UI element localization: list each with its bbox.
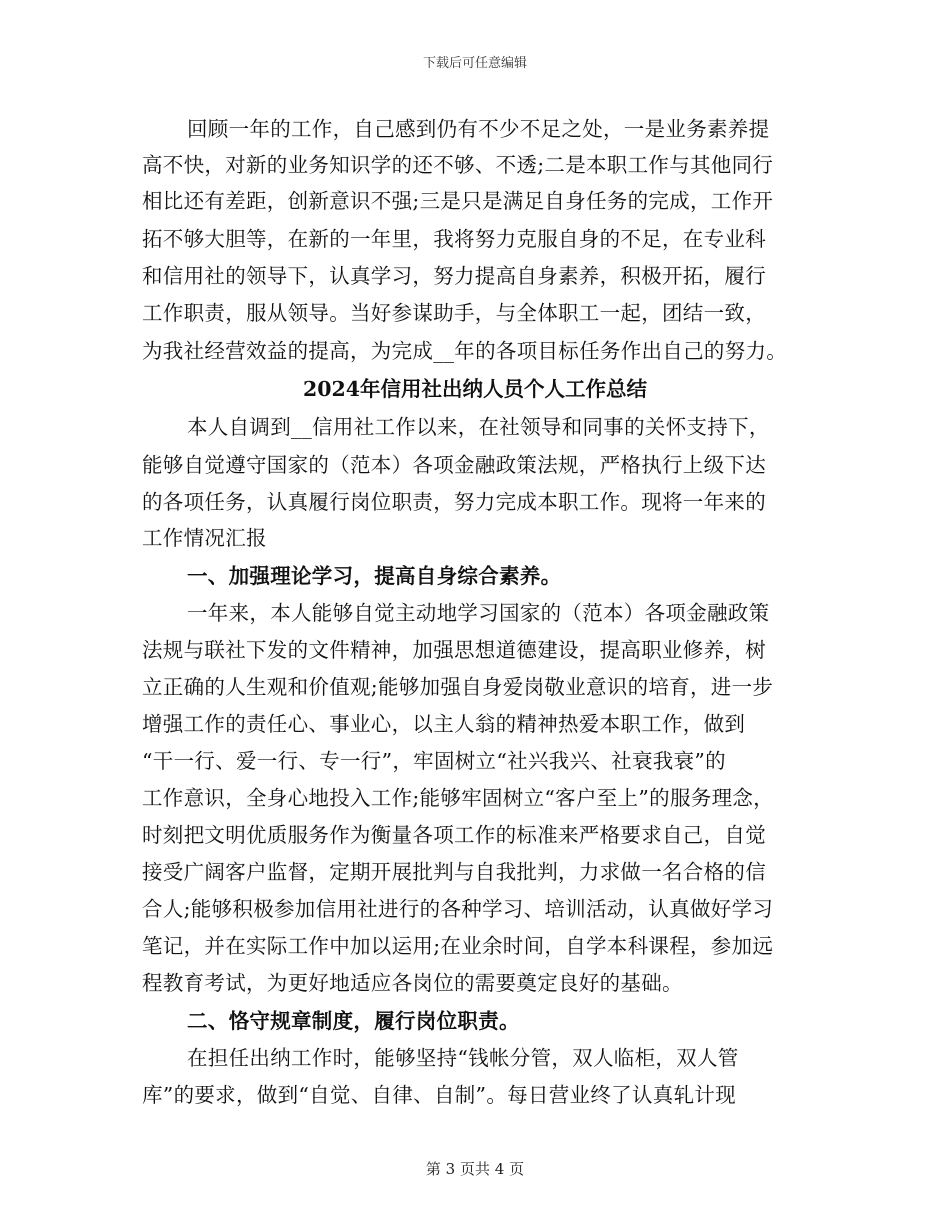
text-line: 拓不够大胆等，在新的一年里，我将努力克服自身的不足，在专业科 <box>142 227 766 251</box>
text-line: 相比还有差距，创新意识不强;三是只是满足自身任务的完成，工作开 <box>142 189 774 213</box>
text-line: 合人;能够积极参加信用社进行的各种学习、培训活动，认真做好学习 <box>142 897 774 921</box>
text-line: 工作职责，服从领导。当好参谋助手，与全体职工一起，团结一致， <box>142 301 766 325</box>
text-line: 工作意识，全身心地投入工作;能够牢固树立“客户至上”的服务理念， <box>142 786 774 810</box>
text-line: 为我社经营效益的提高，为完成__年的各项目标任务作出自己的努力。 <box>142 339 788 363</box>
text-line: 立正确的人生观和价值观;能够加强自身爱岗敬业意识的培育，进一步 <box>142 675 774 699</box>
text-line: 在担任出纳工作时，能够坚持“钱帐分管，双人临柜，双人管 <box>187 1046 739 1070</box>
text-line: 接受广阔客户监督，定期开展批判与自我批判，力求做一名合格的信 <box>142 860 766 884</box>
document-title: 2024年信用社出纳人员个人工作总结 <box>302 377 648 401</box>
text-line: 的各项任务，认真履行岗位职责，努力完成本职工作。现将一年来的 <box>142 490 766 514</box>
text-line: “干一行、爱一行、专一行”，牢固树立“社兴我兴、社衰我衰”的 <box>142 749 726 773</box>
text-line: 能够自觉遵守国家的（范本）各项金融政策法规，严格执行上级下达 <box>142 453 766 477</box>
section-heading-2: 二、恪守规章制度，履行岗位职责。 <box>187 1009 520 1033</box>
page-header: 下载后可任意编辑 <box>422 56 527 71</box>
text-line: 程教育考试，为更好地适应各岗位的需要奠定良好的基础。 <box>142 971 683 995</box>
text-line: 库”的要求，做到“自觉、自律、自制”。每日营业终了认真轧计现 <box>142 1083 736 1107</box>
text-line: 工作情况汇报 <box>142 526 267 550</box>
page-footer: 第 3 页共 4 页 <box>425 1160 525 1178</box>
text-line: 时刻把文明优质服务作为衡量各项工作的标准来严格要求自己，自觉 <box>142 823 766 847</box>
text-line: 增强工作的责任心、事业心，以主人翁的精神热爱本职工作，做到 <box>142 712 746 736</box>
text-line: 一年来，本人能够自觉主动地学习国家的（范本）各项金融政策 <box>187 601 770 625</box>
text-line: 法规与联社下发的文件精神，加强思想道德建设，提高职业修养，树 <box>142 638 766 662</box>
text-line: 笔记，并在实际工作中加以运用;在业余时间，自学本科课程，参加远 <box>142 934 774 958</box>
text-line: 和信用社的领导下，认真学习，努力提高自身素养，积极开拓，履行 <box>142 264 766 288</box>
text-line: 回顾一年的工作，自己感到仍有不少不足之处，一是业务素养提 <box>187 117 770 141</box>
text-line: 高不快，对新的业务知识学的还不够、不透;二是本职工作与其他同行 <box>142 153 774 177</box>
section-heading-1: 一、加强理论学习，提高自身综合素养。 <box>187 564 562 588</box>
text-line: 本人自调到__信用社工作以来，在社领导和同事的关怀支持下， <box>187 415 770 439</box>
